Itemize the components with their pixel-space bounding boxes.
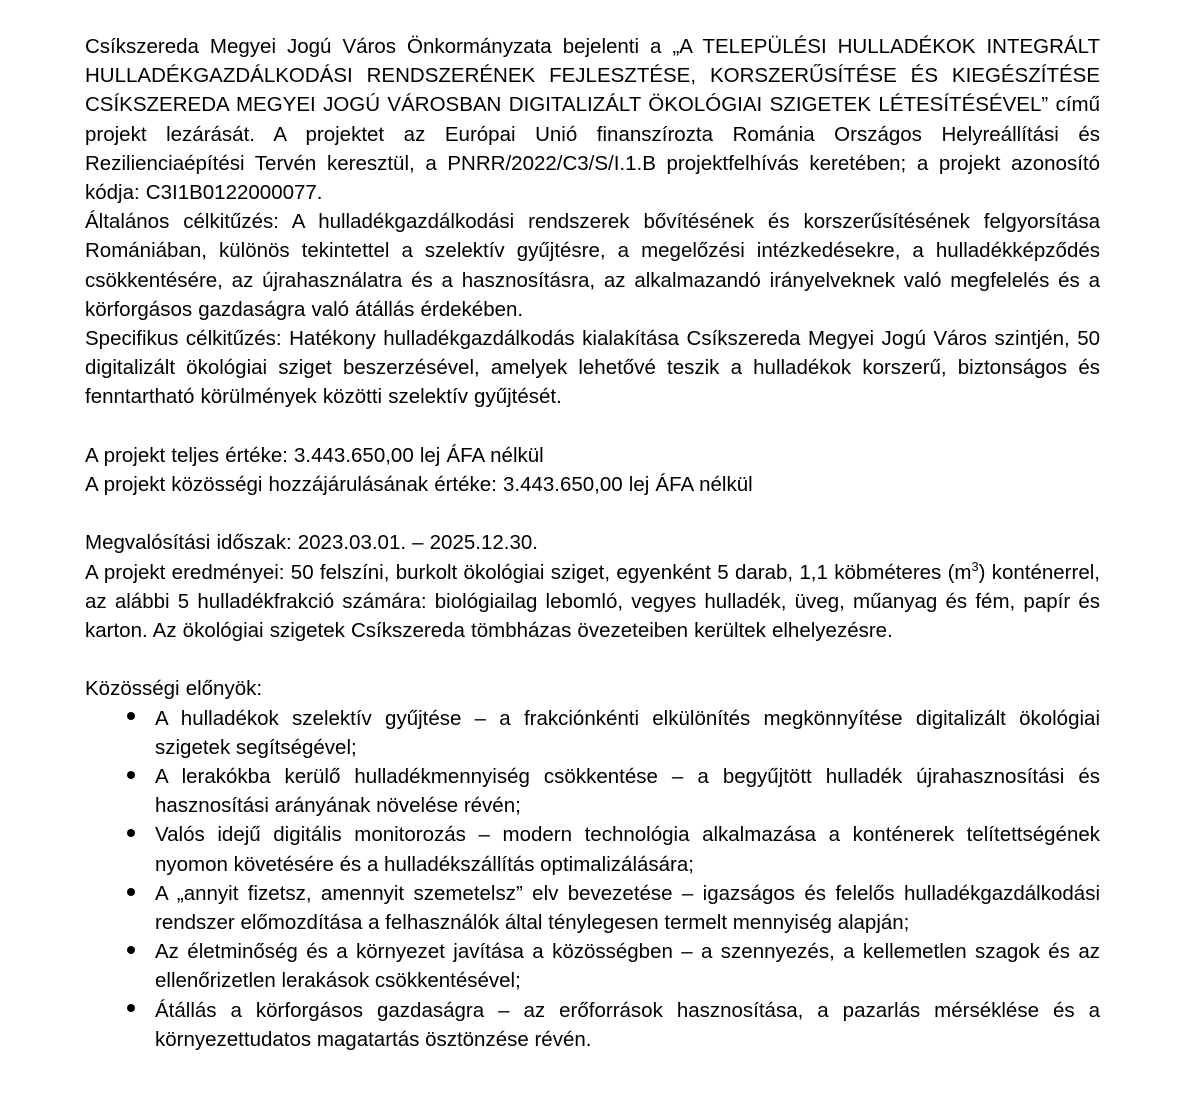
results-text-second-part: ) konténerrel, az alábbi 5 hulladékfrakció számára: biológiailag lebomló, vegyes hulladék, üveg, műanyag és fém, papír és karton. Az ökológiai szigetek Csíkszereda tömbházas övezeteiben kerültek elhelyezésre. xyxy=(85,560,1100,643)
list-item xyxy=(85,820,1100,878)
paragraph-implementation-period: Megvalósítási időszak: 2023.03.01. – 2025.12.30. xyxy=(85,531,538,555)
benefit-text: A hulladékok szelektív gyűjtése – a frakciónkénti elkülönítés megkönnyítése digitalizált ökológiai szigetek segítségével; xyxy=(155,706,1100,759)
benefit-text: A „annyit fizetsz, amennyit szemetelsz” elv bevezetése – igazságos és felelős hulladékgazdálkodási rendszer előmozdítása a felhasználók által ténylegesen termelt mennyiség alapján; xyxy=(155,881,1100,935)
benefit-text: Az életminőség és a környezet javítása a közösségben – a szennyezés, a kellemetlen szagok és az ellenőrizetlen lerakások csökkentésével; xyxy=(155,940,1100,993)
bullet-icon xyxy=(126,879,136,908)
spacer-before-benefits xyxy=(85,645,1100,674)
paragraph-general-objective: Általános célkitűzés: A hulladékgazdálkodási rendszerek bővítésének és korszerűsítésének felgyorsítása Romániában, különös tekintettel a szelektív gyűjtésre, a megelőzési intézkedésekre, a hulladékképződés csökkentésére, az újrahasználatra és a hasznosításra, az alkalmazandó irányelveknek való megfelelés és a körforgásos gazdaságra való átállás érdekében. xyxy=(85,210,1100,321)
results-text-first-part: A projekt eredményei: 50 felszíni, burkolt ökológiai sziget, egyenként 5 darab, 1,1 köbméteres (m xyxy=(85,560,972,584)
benefits-heading: Közösségi előnyök: xyxy=(85,677,263,701)
bullet-icon xyxy=(126,937,136,966)
paragraph-community-contribution-value: A projekt közösségi hozzájárulásának értéke: 3.443.650,00 lej ÁFA nélkül xyxy=(85,473,753,497)
spacer-before-period xyxy=(85,499,1100,528)
list-item xyxy=(85,704,1100,762)
list-item xyxy=(85,879,1100,937)
spacer-before-values xyxy=(85,412,1100,441)
paragraph-total-value: A projekt teljes értéke: 3.443.650,00 lej ÁFA nélkül xyxy=(85,443,544,467)
paragraph-announcement: Csíkszereda Megyei Jogú Város Önkormányzata bejelenti a „A TELEPÜLÉSI HULLADÉKOK INTEGRÁLT HULLADÉKGAZDÁLKODÁSI RENDSZERÉNEK FEJLESZTÉSE, KORSZERŰSÍTÉSE ÉS KIEGÉSZÍTÉSE CSÍKSZEREDA MEGYEI JOGÚ VÁROSBAN DIGITALIZÁLT ÖKOLÓGIAI SZIGETEK LÉTESÍTÉSÉVEL” című projekt lezárását. A projektet az Európai Unió finanszírozta Románia Országos Helyreállítási és Rezilienciaépítési Tervén keresztül, a PNRR/2022/C3/S/I.1.B projektfelhívás keretében; a projekt azonosító kódja: C3I1B0122000077. xyxy=(85,35,1100,205)
bullet-icon xyxy=(126,704,136,733)
paragraph-project-results xyxy=(85,558,1100,646)
cubic-metre-superscript: 3 xyxy=(971,558,979,574)
benefit-text: Valós idejű digitális monitorozás – modern technológia alkalmazása a konténerek telítettségének nyomon követésére és a hulladékszállítás optimalizálására; xyxy=(155,823,1100,876)
bullet-icon xyxy=(126,996,136,1025)
list-item xyxy=(85,996,1100,1054)
benefit-text: Átállás a körforgásos gazdaságra – az erőforrások hasznosítása, a pazarlás mérséklése és a környezettudatos magatartás ösztönzése révén. xyxy=(155,998,1100,1051)
list-item xyxy=(85,937,1100,995)
list-item xyxy=(85,762,1100,820)
benefit-text: A lerakókba kerülő hulladékmennyiség csökkentése – a begyűjtött hulladék újrahasznosítási és hasznosítási arányának növelése révén; xyxy=(155,765,1100,818)
benefits-list xyxy=(85,704,1100,1054)
paragraph-specific-objective: Specifikus célkitűzés: Hatékony hulladékgazdálkodás kialakítása Csíkszereda Megyei Jogú Város szintjén, 50 digitalizált ökológiai sziget beszerzésével, amelyek lehetővé teszik a hulladékok korszerű, biztonságos és fenntartható körülmények közötti szelektív gyűjtését. xyxy=(85,327,1100,409)
bullet-icon xyxy=(126,762,136,791)
document-body xyxy=(85,32,1100,1054)
bullet-icon xyxy=(126,820,136,849)
